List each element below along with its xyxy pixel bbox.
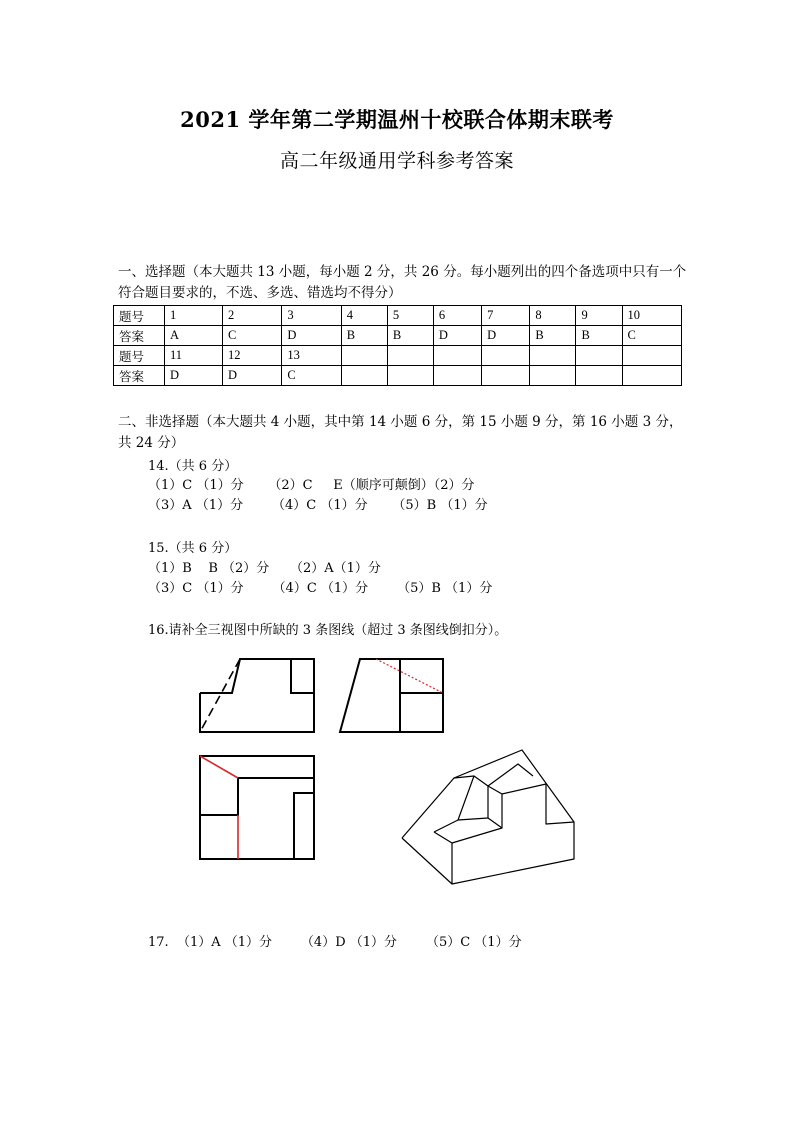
table-cell: A	[165, 326, 223, 346]
row-label: 答案	[114, 366, 165, 386]
row-label: 题号	[114, 306, 165, 326]
table-cell: 9	[576, 306, 622, 326]
table-row	[114, 326, 682, 346]
q15-line1: （1）B B （2）分 （2）A（1）分	[148, 561, 381, 576]
table-cell	[387, 366, 433, 386]
front-view-step	[291, 659, 314, 693]
top-view-outline	[200, 756, 314, 859]
table-cell	[387, 346, 433, 366]
table-cell: 2	[222, 306, 281, 326]
table-cell: 12	[222, 346, 281, 366]
iso-inner-edge	[458, 818, 488, 820]
table-cell: D	[433, 326, 481, 346]
answer-table	[113, 305, 682, 386]
table-row	[114, 346, 682, 366]
table-cell: 1	[165, 306, 223, 326]
section2-heading: 二、非选择题（本大题共 4 小题，其中第 14 小题 6 分，第 15 小题 9 分，第 16 小题 3 分，共 24 分）	[118, 414, 683, 451]
table-cell: 13	[282, 346, 341, 366]
table-cell	[530, 366, 576, 386]
q14-title: 14.（共 6 分）	[148, 459, 238, 474]
table-row	[114, 306, 682, 326]
front-view-outline	[200, 659, 314, 732]
table-cell: B	[387, 326, 433, 346]
q15-line2: （3）C （1）分 （4）C （1）分 （5）B （1）分	[148, 581, 493, 596]
side-view-outline	[340, 659, 443, 732]
q14-line2: （3）A （1）分 （4）C （1）分 （5）B （1）分	[148, 498, 488, 513]
top-view-inner-line	[294, 793, 314, 859]
table-cell: D	[282, 326, 341, 346]
table-cell: 5	[387, 306, 433, 326]
top-view-added-diagonal-line	[200, 756, 238, 778]
table-cell: 8	[530, 306, 576, 326]
row-label: 题号	[114, 346, 165, 366]
top-view-drawing	[196, 753, 318, 863]
table-cell	[622, 366, 681, 386]
table-cell: 3	[282, 306, 341, 326]
table-cell: B	[341, 326, 387, 346]
table-cell: B	[530, 326, 576, 346]
table-cell: D	[165, 366, 223, 386]
table-cell: 11	[165, 346, 223, 366]
side-view-added-hidden-line	[376, 659, 443, 693]
front-view-hidden-line	[200, 659, 240, 732]
table-cell	[482, 366, 530, 386]
page-title: 2021 学年第二学期温州十校联合体期末联考	[180, 107, 614, 132]
table-cell	[482, 346, 530, 366]
iso-slope-face	[434, 776, 474, 832]
page-subtitle: 高二年级通用学科参考答案	[279, 150, 514, 172]
table-cell: C	[282, 366, 341, 386]
front-view-drawing	[196, 656, 318, 736]
table-cell	[622, 346, 681, 366]
table-cell: 4	[341, 306, 387, 326]
row-label: 答案	[114, 326, 165, 346]
table-cell: C	[622, 326, 681, 346]
table-cell: 7	[482, 306, 530, 326]
table-cell	[576, 366, 622, 386]
q16-title: 16.请补全三视图中所缺的 3 条图线（超过 3 条图线倒扣分）。	[148, 623, 508, 638]
table-cell	[341, 346, 387, 366]
table-cell: D	[482, 326, 530, 346]
table-cell: 10	[622, 306, 681, 326]
q14-line1: （1）C （1）分 （2）C E（顺序可颠倒）（2）分	[148, 478, 475, 493]
table-cell: 6	[433, 306, 481, 326]
table-cell	[433, 346, 481, 366]
table-row	[114, 366, 682, 386]
table-cell	[530, 346, 576, 366]
q15-title: 15.（共 6 分）	[148, 541, 238, 556]
iso-top-face	[488, 764, 533, 794]
table-cell	[576, 346, 622, 366]
table-cell	[341, 366, 387, 386]
iso-inner-corner	[488, 818, 502, 828]
table-cell	[433, 366, 481, 386]
side-view-drawing	[336, 656, 448, 736]
isometric-drawing	[398, 746, 578, 886]
table-cell: C	[222, 326, 281, 346]
top-view-step-line	[200, 778, 314, 815]
section1-heading: 一、选择题（本大题共 13 小题，每小题 2 分，共 26 分。每小题列出的四个备选项中只有一个符合题目要求的，不选、多选、错选均不得分）	[118, 264, 687, 301]
q17-line: 17. （1）A （1）分 （4）D （1）分 （5）C （1）分	[148, 935, 522, 950]
table-cell: D	[222, 366, 281, 386]
table-cell: B	[576, 326, 622, 346]
